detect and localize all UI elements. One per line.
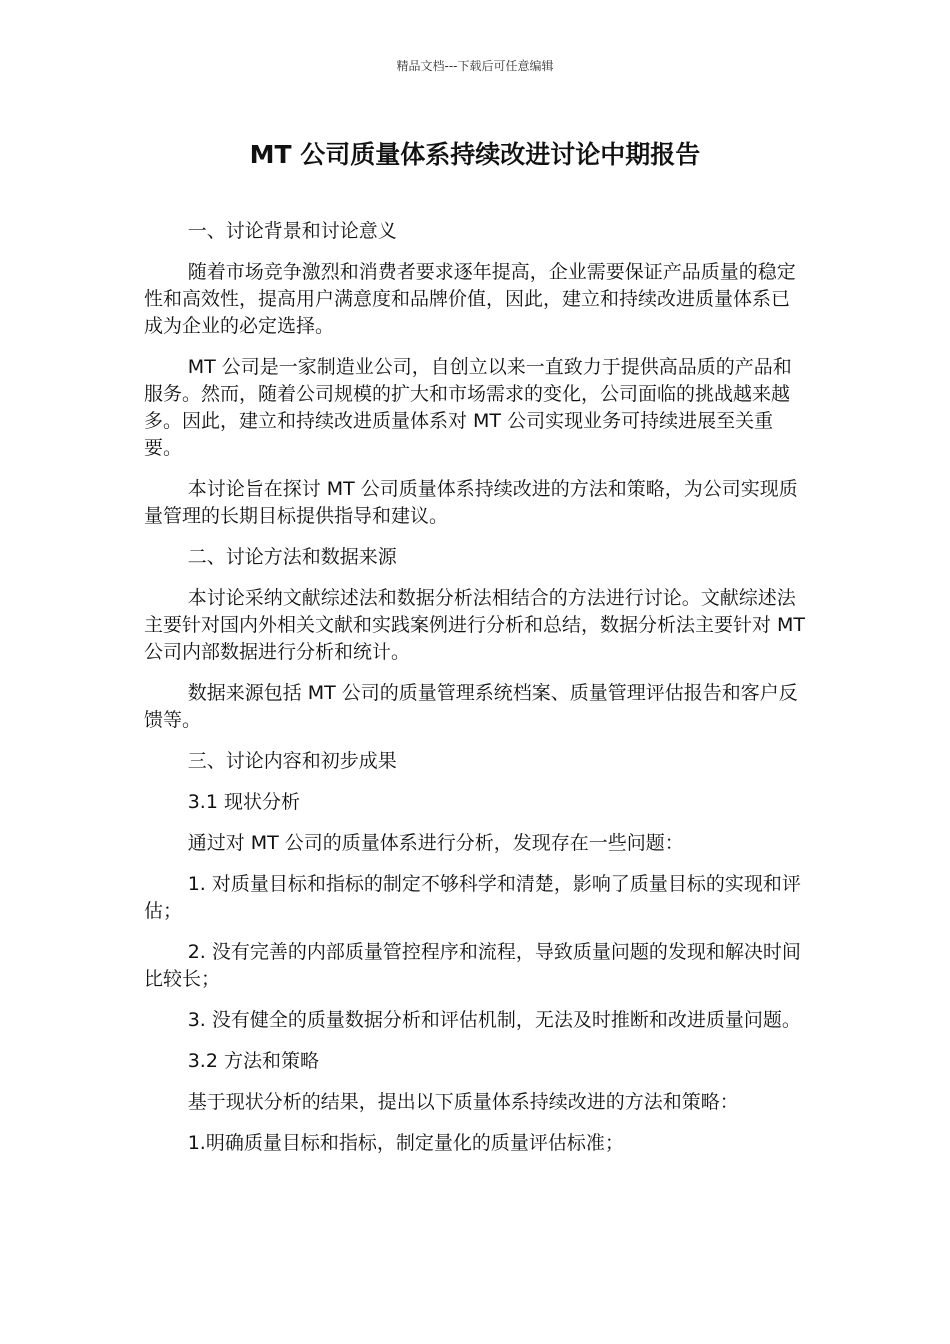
paragraph: 数据来源包括 MT 公司的质量管理系统档案、质量管理评估报告和客户反馈等。 bbox=[144, 682, 798, 731]
subsection-heading-3-2: 3.2 方法和策略 bbox=[187, 1050, 319, 1072]
document-title: MT 公司质量体系持续改进讨论中期报告 bbox=[249, 140, 701, 169]
paragraph: 基于现状分析的结果，提出以下质量体系持续改进的方法和策略： bbox=[187, 1091, 739, 1113]
list-item: 1. 对质量目标和指标的制定不够科学和清楚，影响了质量目标的实现和评估； bbox=[144, 873, 801, 922]
section-heading-1: 一、讨论背景和讨论意义 bbox=[187, 220, 397, 242]
paragraph: 本讨论采纳文献综述法和数据分析法相结合的方法进行讨论。文献综述法主要针对国内外相关文献和实践案例进行分析和总结，数据分析法主要针对 MT 公司内部数据进行分析和统计。 bbox=[144, 587, 806, 663]
section-heading-3: 三、讨论内容和初步成果 bbox=[187, 750, 397, 772]
subsection-heading-3-1: 3.1 现状分析 bbox=[187, 791, 300, 813]
paragraph: 本讨论旨在探讨 MT 公司质量体系持续改进的方法和策略，为公司实现质量管理的长期目标提供指导和建议。 bbox=[144, 478, 798, 527]
list-item: 2. 没有完善的内部质量管控程序和流程，导致质量问题的发现和解决时间比较长； bbox=[144, 941, 801, 990]
list-item: 1.明确质量目标和指标，制定量化的质量评估标准； bbox=[187, 1132, 624, 1154]
paragraph: 随着市场竞争激烈和消费者要求逐年提高，企业需要保证产品质量的稳定性和高效性，提高用户满意度和品牌价值，因此，建立和持续改进质量体系已成为企业的必定选择。 bbox=[144, 261, 796, 337]
list-item: 3. 没有健全的质量数据分析和评估机制，无法及时推断和改进质量问题。 bbox=[187, 1009, 801, 1031]
paragraph: MT 公司是一家制造业公司，自创立以来一直致力于提供高品质的产品和服务。然而，随着公司规模的扩大和市场需求的变化，公司面临的挑战越来越多。因此，建立和持续改进质量体系对 MT 公司实现业务可持续进展至关重要。 bbox=[144, 356, 792, 459]
page-header: 精品文档---下载后可任意编辑 bbox=[396, 59, 554, 73]
section-heading-2: 二、讨论方法和数据来源 bbox=[187, 546, 397, 568]
paragraph: 通过对 MT 公司的质量体系进行分析，发现存在一些问题： bbox=[187, 832, 684, 854]
document-body bbox=[144, 218, 808, 1171]
